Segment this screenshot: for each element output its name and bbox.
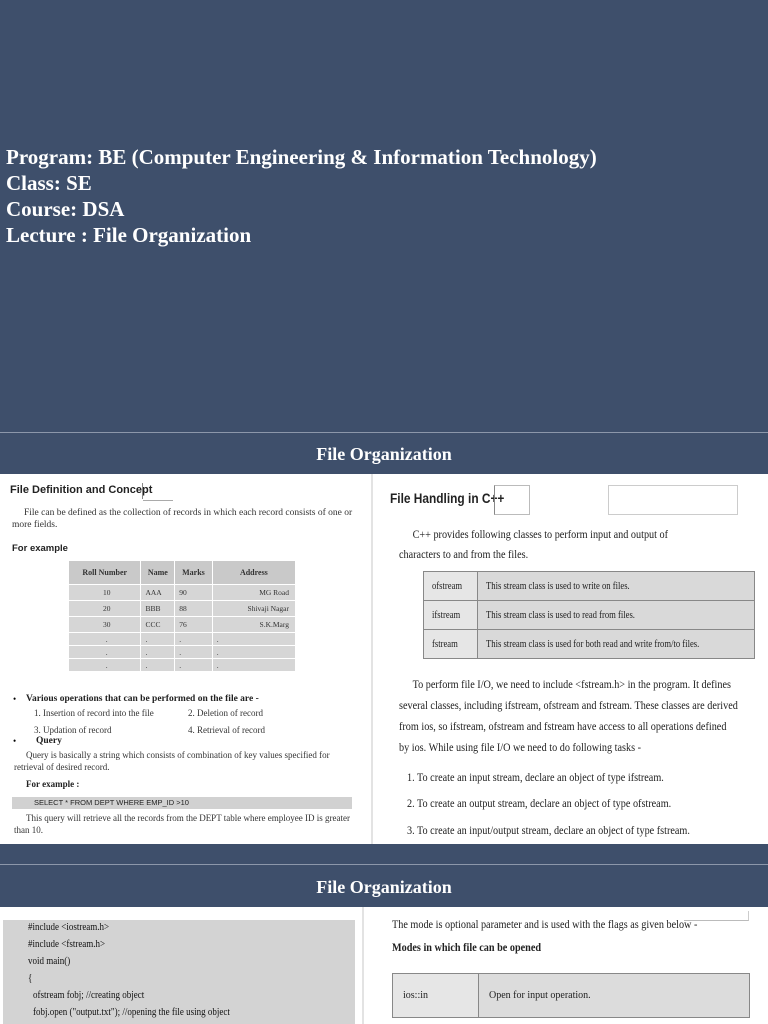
modes-table	[392, 973, 750, 1018]
cell: .	[69, 633, 141, 646]
file-definition-panel	[0, 474, 366, 844]
cell: 30	[69, 617, 141, 633]
table-row	[424, 601, 755, 630]
cell: .	[175, 646, 213, 659]
program-line: Program: BE (Computer Engineering & Information Technology)	[6, 145, 597, 169]
cell: MG Road	[212, 585, 295, 601]
file-definition-title: File Definition and Concept	[10, 484, 153, 496]
cell: CCC	[141, 617, 175, 633]
operation-item: 2. Deletion of record	[188, 708, 263, 718]
title-box	[494, 485, 530, 515]
code-line: fobj.open ("output.txt"); //opening the file using object	[33, 1007, 230, 1018]
stream-desc-text: This stream class is used to write on files.	[485, 580, 630, 592]
code-line: void main()	[28, 956, 71, 967]
modes-panel	[362, 907, 768, 1024]
cell: .	[212, 633, 295, 646]
cell: AAA	[141, 585, 175, 601]
file-definition-text: File can be defined as the collection of records in which each record consists of one or more fields.	[12, 508, 353, 530]
mode-flag: ios::in	[393, 974, 479, 1018]
file-handling-intro: C++ provides following classes to perform input and output of characters to and from the files.	[399, 527, 669, 561]
table-row	[393, 974, 750, 1018]
col-marks: Marks	[175, 561, 213, 585]
stream-name	[424, 572, 478, 601]
cell: 76	[175, 617, 213, 633]
title-block	[6, 144, 597, 248]
stream-desc	[477, 572, 754, 601]
mode-description: The mode is optional parameter and is used with the flags as given below -	[392, 917, 698, 931]
table-row	[69, 617, 296, 633]
cell: 10	[69, 585, 141, 601]
mode-desc: Open for input operation.	[479, 974, 750, 1018]
cell: .	[69, 659, 141, 672]
stream-name-text: fstream	[432, 638, 458, 650]
modes-heading: Modes in which file can be opened	[392, 940, 542, 954]
task-item: 1. To create an input stream, declare an object of type ifstream.	[407, 770, 664, 784]
stream-name	[424, 630, 478, 659]
code-line: ofstream fobj; //creating object	[33, 990, 145, 1001]
class-line: Class: SE	[6, 171, 92, 195]
title-box	[608, 485, 738, 515]
col-roll-number: Roll Number	[69, 561, 141, 585]
cell: Shivaji Nagar	[212, 601, 295, 617]
code-line: {	[28, 973, 33, 984]
cell: .	[212, 659, 295, 672]
cell: .	[141, 659, 175, 672]
table-header-row	[69, 561, 296, 585]
cell: .	[175, 633, 213, 646]
records-table	[68, 560, 296, 672]
sql-query: SELECT * FROM DEPT WHERE EMP_ID >10	[12, 797, 352, 809]
file-io-paragraph: To perform file I/O, we need to include <fstream.h> in the program. It defines several classes, including ifstream, ofstream and fstream. These classes are derived from ios, so ifstream, ofstream and fstream have access to all operations defined by ios. While using file I/O we need to do following tasks -	[399, 677, 738, 754]
sql-description: This query will retrieve all the records from the DEPT table where employee ID is greater than 10.	[14, 813, 350, 835]
stream-name-text: ofstream	[432, 580, 463, 592]
stream-name-text: ifstream	[432, 609, 461, 621]
code-panel	[3, 920, 355, 1024]
slide3-body	[0, 907, 768, 1024]
cell: .	[212, 646, 295, 659]
task-item: 3. To create an input/output stream, declare an object of type fstream.	[407, 823, 690, 837]
title-box	[684, 911, 749, 921]
table-row	[69, 585, 296, 601]
code-line: #include <fstream.h>	[28, 939, 106, 950]
stream-desc-text: This stream class is used for both read and write from/to files.	[485, 638, 700, 650]
slide-divider	[0, 864, 768, 865]
cell: S.K.Marg	[212, 617, 295, 633]
title-underline	[143, 500, 173, 501]
task-item: 2. To create an output stream, declare an object of type ofstream.	[407, 796, 672, 810]
slide2-body	[0, 474, 768, 844]
for-example-label-2: For example :	[26, 779, 80, 789]
col-address: Address	[212, 561, 295, 585]
stream-classes-table	[423, 571, 755, 659]
cell: .	[69, 646, 141, 659]
table-row	[69, 659, 296, 672]
operation-item: 1. Insertion of record into the file	[34, 708, 154, 718]
cell: 90	[175, 585, 213, 601]
stream-name	[424, 601, 478, 630]
cell: .	[141, 646, 175, 659]
query-heading: Query	[36, 736, 62, 746]
table-row	[69, 646, 296, 659]
file-handling-panel	[371, 474, 768, 844]
slide-divider	[0, 432, 768, 433]
cursor-bar	[142, 483, 143, 499]
cell: 20	[69, 601, 141, 617]
operation-item: 3. Updation of record	[34, 725, 112, 735]
table-row	[424, 630, 755, 659]
for-example-label: For example	[12, 543, 68, 554]
slide3-header: File Organization	[0, 867, 768, 907]
cell: BBB	[141, 601, 175, 617]
bullet-icon: •	[13, 736, 17, 746]
col-name: Name	[141, 561, 175, 585]
table-row	[424, 572, 755, 601]
code-line: #include <iostream.h>	[28, 922, 110, 933]
slide2-header: File Organization	[0, 434, 768, 474]
file-handling-title: File Handling in C++	[390, 490, 505, 506]
cell: 88	[175, 601, 213, 617]
stream-desc	[477, 630, 754, 659]
stream-desc-text: This stream class is used to read from files.	[485, 609, 635, 621]
table-row	[69, 601, 296, 617]
bullet-icon: •	[13, 694, 17, 704]
query-description: Query is basically a string which consists of combination of key values specified for retrieval of desired record.	[14, 750, 330, 772]
table-row	[69, 633, 296, 646]
title-slide	[0, 0, 768, 432]
lecture-line: Lecture : File Organization	[6, 223, 252, 247]
stream-desc	[477, 601, 754, 630]
operation-item: 4. Retrieval of record	[188, 725, 265, 735]
course-line: Course: DSA	[6, 197, 125, 221]
cell: .	[175, 659, 213, 672]
operations-heading: Various operations that can be performed on the file are -	[26, 694, 259, 704]
cell: .	[141, 633, 175, 646]
